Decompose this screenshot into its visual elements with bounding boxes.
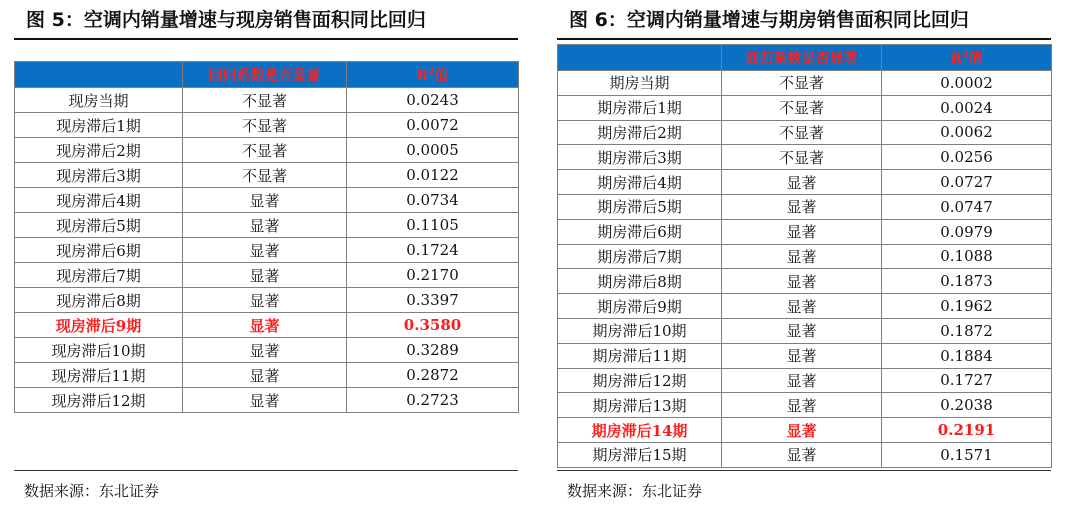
significance-cell: 显著: [183, 288, 347, 313]
table-row: [15, 113, 519, 138]
table-row: [558, 368, 1052, 393]
period-cell: 期房滞后8期: [558, 269, 722, 294]
significance-cell: 显著: [722, 269, 882, 294]
significance-cell: 不显著: [183, 163, 347, 188]
r-squared-cell: 0.1962: [882, 294, 1052, 319]
r-squared-cell: 0.2170: [347, 263, 519, 288]
significance-cell: 显著: [722, 170, 882, 195]
table-row: [558, 318, 1052, 343]
period-cell: 期房当期: [558, 71, 722, 96]
significance-cell: 显著: [722, 219, 882, 244]
table-row: [558, 120, 1052, 145]
r-squared-cell: 0.0243: [347, 88, 519, 113]
period-cell: 期房滞后5期: [558, 194, 722, 219]
period-cell: 现房滞后7期: [15, 263, 183, 288]
significance-cell: 显著: [183, 388, 347, 413]
table-row: [15, 388, 519, 413]
significance-cell: 不显著: [722, 71, 882, 96]
table-row: [15, 263, 519, 288]
table-row-highlighted: [15, 313, 519, 338]
table-row: [15, 363, 519, 388]
period-cell: 期房滞后12期: [558, 368, 722, 393]
table-row: [558, 194, 1052, 219]
bottom-rule: [14, 470, 518, 471]
table-row: [558, 442, 1052, 467]
title-rule: [557, 38, 1051, 40]
r-squared-cell: 0.0005: [347, 138, 519, 163]
table-row: [558, 393, 1052, 418]
figure-6-panel: [557, 0, 1051, 500]
table-row: [558, 71, 1052, 96]
header-significance: 回归系数是否显著: [183, 62, 347, 88]
r-squared-cell: 0.1872: [882, 318, 1052, 343]
significance-cell: 不显著: [183, 113, 347, 138]
period-cell: 期房滞后10期: [558, 318, 722, 343]
period-cell: 期房滞后1期: [558, 95, 722, 120]
significance-cell: 不显著: [722, 95, 882, 120]
r-squared-cell: 0.0122: [347, 163, 519, 188]
period-cell: 现房滞后1期: [15, 113, 183, 138]
significance-cell: 显著: [722, 393, 882, 418]
period-cell: 现房滞后10期: [15, 338, 183, 363]
table-row: [15, 238, 519, 263]
table-row: [558, 269, 1052, 294]
period-cell: 期房滞后4期: [558, 170, 722, 195]
significance-cell: 显著: [183, 313, 347, 338]
r-squared-cell: 0.1724: [347, 238, 519, 263]
r-squared-cell: 0.2872: [347, 363, 519, 388]
source-note: 数据来源：东北证券: [567, 482, 703, 500]
r-squared-cell: 0.1873: [882, 269, 1052, 294]
r-squared-cell: 0.2191: [882, 418, 1052, 443]
table-row-highlighted: [558, 418, 1052, 443]
table-header-row: [558, 45, 1052, 71]
significance-cell: 显著: [722, 442, 882, 467]
table-row: [558, 219, 1052, 244]
table-row: [558, 170, 1052, 195]
significance-cell: 显著: [722, 343, 882, 368]
significance-cell: 显著: [183, 213, 347, 238]
header-blank: [15, 62, 183, 88]
period-cell: 现房滞后2期: [15, 138, 183, 163]
figure-title: 图 5：空调内销量增速与现房销售面积同比回归: [26, 9, 426, 31]
r-squared-cell: 0.3289: [347, 338, 519, 363]
significance-cell: 显著: [722, 294, 882, 319]
r-squared-cell: 0.0062: [882, 120, 1052, 145]
table-row: [15, 213, 519, 238]
significance-cell: 显著: [183, 363, 347, 388]
period-cell: 现房滞后6期: [15, 238, 183, 263]
period-cell: 期房滞后9期: [558, 294, 722, 319]
r-squared-cell: 0.3397: [347, 288, 519, 313]
period-cell: 现房滞后4期: [15, 188, 183, 213]
significance-cell: 不显著: [722, 145, 882, 170]
bottom-rule: [557, 470, 1051, 471]
header-significance: 回归系数是否显著: [722, 45, 882, 71]
period-cell: 期房滞后3期: [558, 145, 722, 170]
r-squared-cell: 0.0734: [347, 188, 519, 213]
table-row: [558, 95, 1052, 120]
period-cell: 期房滞后15期: [558, 442, 722, 467]
significance-cell: 显著: [722, 194, 882, 219]
regression-table: [14, 61, 519, 413]
header-r-squared: $R^2$值: [347, 62, 519, 88]
significance-cell: 不显著: [722, 120, 882, 145]
table-row: [15, 288, 519, 313]
figure-5-panel: [14, 0, 518, 500]
table-row: [15, 138, 519, 163]
source-note: 数据来源：东北证券: [24, 482, 160, 500]
r-squared-cell: 0.3580: [347, 313, 519, 338]
r-squared-cell: 0.0979: [882, 219, 1052, 244]
significance-cell: 显著: [183, 338, 347, 363]
period-cell: 期房滞后11期: [558, 343, 722, 368]
period-cell: 期房滞后7期: [558, 244, 722, 269]
r-squared-cell: 0.0002: [882, 71, 1052, 96]
period-cell: 期房滞后6期: [558, 219, 722, 244]
regression-table: [557, 44, 1052, 468]
table-row: [15, 188, 519, 213]
r-squared-cell: 0.1571: [882, 442, 1052, 467]
r-squared-cell: 0.0727: [882, 170, 1052, 195]
table-row: [558, 343, 1052, 368]
r-squared-cell: 0.1088: [882, 244, 1052, 269]
table-row: [558, 145, 1052, 170]
significance-cell: 显著: [722, 418, 882, 443]
significance-cell: 显著: [183, 188, 347, 213]
period-cell: 现房滞后5期: [15, 213, 183, 238]
table-row: [558, 294, 1052, 319]
title-rule: [14, 38, 518, 40]
period-cell: 现房滞后3期: [15, 163, 183, 188]
table-row: [15, 88, 519, 113]
period-cell: 期房滞后13期: [558, 393, 722, 418]
period-cell: 现房滞后9期: [15, 313, 183, 338]
header-blank: [558, 45, 722, 71]
r-squared-cell: 0.2038: [882, 393, 1052, 418]
period-cell: 现房滞后11期: [15, 363, 183, 388]
period-cell: 现房滞后12期: [15, 388, 183, 413]
table-header-row: [15, 62, 519, 88]
period-cell: 期房滞后14期: [558, 418, 722, 443]
period-cell: 现房当期: [15, 88, 183, 113]
significance-cell: 显著: [722, 244, 882, 269]
significance-cell: 不显著: [183, 88, 347, 113]
significance-cell: 不显著: [183, 138, 347, 163]
significance-cell: 显著: [183, 238, 347, 263]
period-cell: 期房滞后2期: [558, 120, 722, 145]
r-squared-cell: 0.1884: [882, 343, 1052, 368]
table-row: [558, 244, 1052, 269]
header-r-squared: $R^2$值: [882, 45, 1052, 71]
r-squared-cell: 0.2723: [347, 388, 519, 413]
significance-cell: 显著: [722, 368, 882, 393]
r-squared-cell: 0.1727: [882, 368, 1052, 393]
table-row: [15, 163, 519, 188]
significance-cell: 显著: [183, 263, 347, 288]
figure-title: 图 6：空调内销量增速与期房销售面积同比回归: [569, 9, 969, 31]
r-squared-cell: 0.0024: [882, 95, 1052, 120]
r-squared-cell: 0.0747: [882, 194, 1052, 219]
significance-cell: 显著: [722, 318, 882, 343]
r-squared-cell: 0.0072: [347, 113, 519, 138]
table-row: [15, 338, 519, 363]
r-squared-cell: 0.1105: [347, 213, 519, 238]
period-cell: 现房滞后8期: [15, 288, 183, 313]
r-squared-cell: 0.0256: [882, 145, 1052, 170]
